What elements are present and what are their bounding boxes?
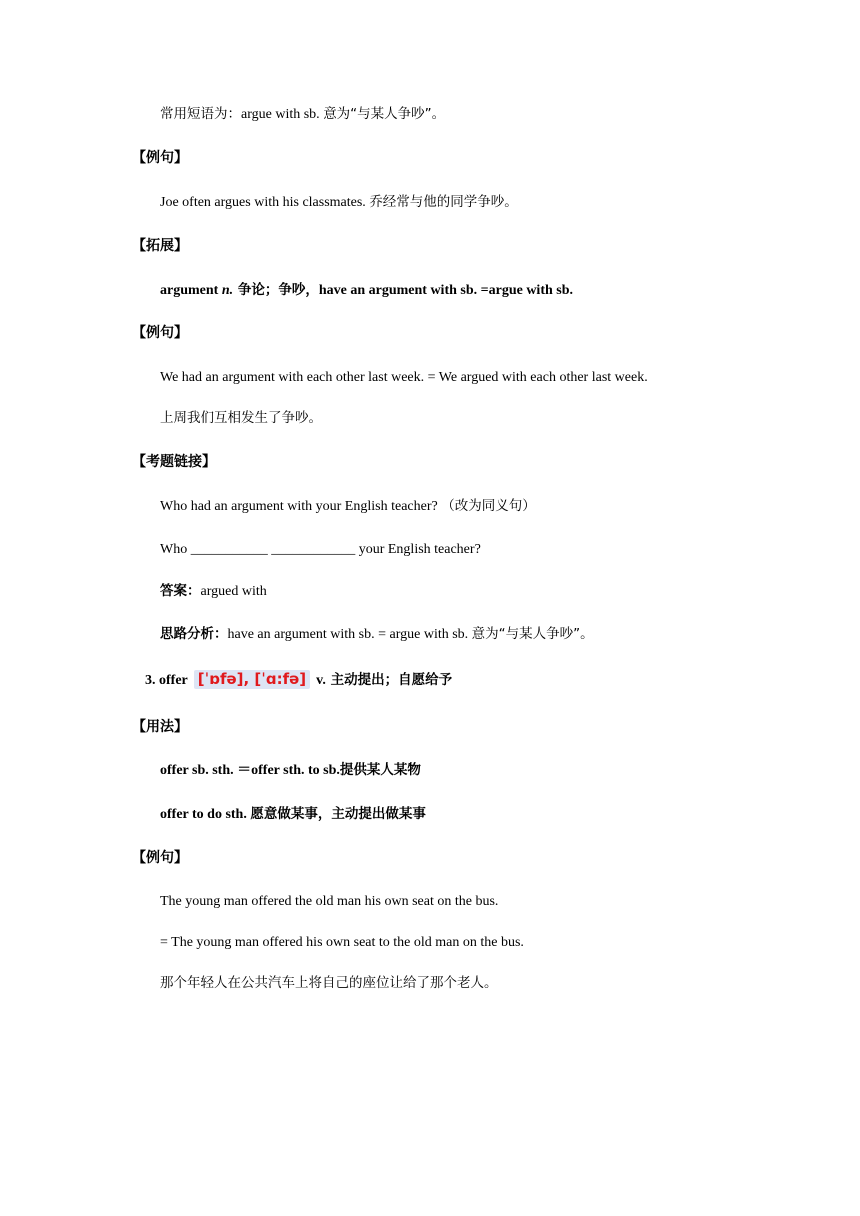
extend-pos: n. bbox=[221, 283, 234, 298]
extend-phrase: have an argument with sb. =argue with sb. bbox=[318, 283, 573, 298]
example-translation: 那个年轻人在公共汽车上将自己的座位让给了那个老人。 bbox=[160, 975, 498, 991]
phrase-line bbox=[160, 108, 445, 122]
analysis-line bbox=[160, 628, 594, 642]
exam-question bbox=[160, 500, 536, 514]
extend-word: argument bbox=[160, 283, 222, 298]
analysis-en: have an argument with sb. = argue with sb. bbox=[227, 627, 472, 642]
section-heading-exam: 【考题链接】 bbox=[132, 454, 216, 470]
phrase-label: 常用短语为： bbox=[160, 106, 241, 122]
vocab-entry-offer bbox=[145, 670, 452, 689]
exam-instruction: （改为同义句） bbox=[441, 498, 536, 514]
example-sentence: We had an argument with each other last week. = We argued with each other last week. bbox=[160, 370, 648, 385]
vocab-word: 3. offer bbox=[145, 673, 188, 688]
usage-pattern: offer to do sth. bbox=[160, 807, 251, 822]
answer-label: 答案： bbox=[160, 583, 201, 599]
extend-line bbox=[160, 284, 573, 298]
usage-meaning: 愿意做某事，主动提出做某事 bbox=[250, 806, 426, 822]
usage-line bbox=[160, 764, 421, 778]
extend-meaning: 争论；争吵， bbox=[233, 282, 319, 298]
section-heading-example: 【例句】 bbox=[132, 850, 188, 866]
answer-line bbox=[160, 585, 267, 599]
example-en: Joe often argues with his classmates. bbox=[160, 195, 370, 210]
usage-line bbox=[160, 808, 426, 822]
phrase-meaning: 意为“与某人争吵”。 bbox=[323, 106, 446, 122]
exam-blank-line: Who ___________ ____________ your English teacher? bbox=[160, 542, 481, 557]
example-zh: 乔经常与他的同学争吵。 bbox=[369, 194, 518, 210]
vocab-pos: v. bbox=[316, 673, 326, 688]
section-heading-usage: 【用法】 bbox=[132, 719, 188, 735]
phonetic-transcription: [ˈɒfə], [ˈɑ:fə] bbox=[194, 670, 310, 689]
section-heading-example: 【例句】 bbox=[132, 150, 188, 166]
section-heading-example: 【例句】 bbox=[132, 325, 188, 341]
example-sentence bbox=[160, 196, 518, 210]
vocab-meaning: 主动提出；自愿给予 bbox=[325, 672, 453, 688]
example-sentence-alt: = The young man offered his own seat to the old man on the bus. bbox=[160, 935, 524, 950]
usage-pattern: offer sb. sth. ＝offer sth. to sb. bbox=[160, 763, 340, 778]
section-heading-extend: 【拓展】 bbox=[132, 238, 188, 254]
analysis-label: 思路分析： bbox=[160, 626, 228, 642]
example-sentence: The young man offered the old man his own seat on the bus. bbox=[160, 894, 499, 909]
example-translation: 上周我们互相发生了争吵。 bbox=[160, 410, 322, 426]
phrase-en: argue with sb. bbox=[241, 107, 324, 122]
analysis-meaning: 意为“与某人争吵”。 bbox=[471, 626, 594, 642]
answer-value: argued with bbox=[200, 584, 267, 599]
usage-meaning: 提供某人某物 bbox=[339, 762, 421, 778]
exam-question-en: Who had an argument with your English teacher? bbox=[160, 499, 442, 514]
